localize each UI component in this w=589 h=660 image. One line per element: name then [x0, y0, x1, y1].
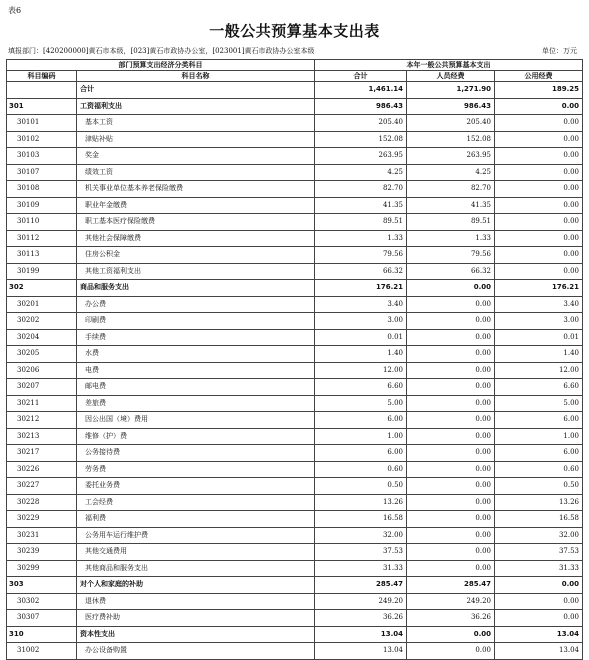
table-row	[7, 181, 583, 198]
row-public-cell: 3.40	[495, 296, 583, 313]
row-public-cell: 0.00	[495, 247, 583, 264]
table-row	[7, 643, 583, 660]
row-name-cell: 福利费	[77, 511, 315, 528]
row-name-cell: 津贴补贴	[77, 131, 315, 148]
row-public-cell: 6.00	[495, 412, 583, 429]
row-total-cell: 12.00	[315, 362, 407, 379]
row-name-cell: 对个人和家庭的补助	[77, 577, 315, 594]
row-name-cell: 退休费	[77, 593, 315, 610]
row-total-cell: 1.33	[315, 230, 407, 247]
row-total-cell: 152.08	[315, 131, 407, 148]
row-personnel-cell: 0.00	[407, 362, 495, 379]
row-public-cell: 0.01	[495, 329, 583, 346]
row-code-cell: 31002	[7, 643, 77, 660]
table-row	[7, 247, 583, 264]
row-code-cell: 30302	[7, 593, 77, 610]
row-personnel-cell: 1,271.90	[407, 82, 495, 99]
row-personnel-cell: 0.00	[407, 445, 495, 462]
row-personnel-cell: 0.00	[407, 544, 495, 561]
table-row	[7, 82, 583, 99]
row-total-cell: 13.26	[315, 494, 407, 511]
table-row	[7, 131, 583, 148]
row-name-cell: 基本工资	[77, 115, 315, 132]
table-row	[7, 280, 583, 297]
row-total-cell: 986.43	[315, 98, 407, 115]
row-public-cell: 12.00	[495, 362, 583, 379]
row-total-cell: 6.00	[315, 445, 407, 462]
column-header-public: 公用经费	[495, 71, 583, 82]
row-public-cell: 0.00	[495, 98, 583, 115]
row-name-cell: 其他交通费用	[77, 544, 315, 561]
row-public-cell: 1.00	[495, 428, 583, 445]
row-public-cell: 0.00	[495, 197, 583, 214]
row-code-cell: 30101	[7, 115, 77, 132]
row-public-cell: 0.00	[495, 263, 583, 280]
row-name-cell: 办公设备购置	[77, 643, 315, 660]
row-public-cell: 5.00	[495, 395, 583, 412]
row-public-cell: 189.25	[495, 82, 583, 99]
row-code-cell: 301	[7, 98, 77, 115]
row-code-cell: 30102	[7, 131, 77, 148]
row-name-cell: 水费	[77, 346, 315, 363]
row-name-cell: 资本性支出	[77, 626, 315, 643]
row-total-cell: 13.04	[315, 643, 407, 660]
table-row	[7, 428, 583, 445]
table-row	[7, 263, 583, 280]
group-header-classification: 部门预算支出经济分类科目	[7, 60, 315, 71]
table-row	[7, 461, 583, 478]
row-total-cell: 66.32	[315, 263, 407, 280]
row-code-cell: 30103	[7, 148, 77, 165]
row-total-cell: 6.00	[315, 412, 407, 429]
row-name-cell: 住房公积金	[77, 247, 315, 264]
row-name-cell: 印刷费	[77, 313, 315, 330]
row-public-cell: 176.21	[495, 280, 583, 297]
row-code-cell: 30107	[7, 164, 77, 181]
row-code-cell: 30226	[7, 461, 77, 478]
table-row	[7, 577, 583, 594]
table-row	[7, 412, 583, 429]
row-public-cell: 0.00	[495, 214, 583, 231]
row-public-cell: 0.00	[495, 164, 583, 181]
row-name-cell: 职业年金缴费	[77, 197, 315, 214]
row-total-cell: 4.25	[315, 164, 407, 181]
row-personnel-cell: 79.56	[407, 247, 495, 264]
row-name-cell: 商品和服务支出	[77, 280, 315, 297]
row-name-cell: 委托业务费	[77, 478, 315, 495]
row-total-cell: 37.53	[315, 544, 407, 561]
row-code-cell: 30201	[7, 296, 77, 313]
row-personnel-cell: 263.95	[407, 148, 495, 165]
row-name-cell: 办公费	[77, 296, 315, 313]
table-row	[7, 214, 583, 231]
row-personnel-cell: 0.00	[407, 560, 495, 577]
row-public-cell: 0.60	[495, 461, 583, 478]
row-name-cell: 其他社会保障缴费	[77, 230, 315, 247]
row-code-cell: 30206	[7, 362, 77, 379]
row-code-cell: 30199	[7, 263, 77, 280]
row-public-cell: 13.04	[495, 626, 583, 643]
row-total-cell: 3.00	[315, 313, 407, 330]
row-code-cell: 30212	[7, 412, 77, 429]
row-personnel-cell: 0.00	[407, 461, 495, 478]
table-row	[7, 544, 583, 561]
row-personnel-cell: 4.25	[407, 164, 495, 181]
row-name-cell: 电费	[77, 362, 315, 379]
row-name-cell: 职工基本医疗保险缴费	[77, 214, 315, 231]
table-row	[7, 230, 583, 247]
table-row	[7, 395, 583, 412]
row-total-cell: 32.00	[315, 527, 407, 544]
row-public-cell: 6.60	[495, 379, 583, 396]
row-total-cell: 0.50	[315, 478, 407, 495]
table-row	[7, 329, 583, 346]
row-personnel-cell: 0.00	[407, 379, 495, 396]
row-code-cell: 30217	[7, 445, 77, 462]
row-name-cell: 合计	[77, 82, 315, 99]
row-public-cell: 0.00	[495, 131, 583, 148]
row-code-cell: 30211	[7, 395, 77, 412]
row-personnel-cell: 0.00	[407, 329, 495, 346]
row-personnel-cell: 986.43	[407, 98, 495, 115]
row-total-cell: 249.20	[315, 593, 407, 610]
table-row	[7, 197, 583, 214]
row-name-cell: 公务用车运行维护费	[77, 527, 315, 544]
row-total-cell: 79.56	[315, 247, 407, 264]
row-total-cell: 1.00	[315, 428, 407, 445]
row-total-cell: 176.21	[315, 280, 407, 297]
row-name-cell: 工会经费	[77, 494, 315, 511]
row-personnel-cell: 89.51	[407, 214, 495, 231]
row-code-cell: 30239	[7, 544, 77, 561]
table-row	[7, 511, 583, 528]
table-row	[7, 527, 583, 544]
row-total-cell: 205.40	[315, 115, 407, 132]
row-personnel-cell: 0.00	[407, 494, 495, 511]
row-name-cell: 差旅费	[77, 395, 315, 412]
column-header-code: 科目编码	[7, 71, 77, 82]
row-personnel-cell: 0.00	[407, 412, 495, 429]
table-row	[7, 346, 583, 363]
row-name-cell: 邮电费	[77, 379, 315, 396]
row-code-cell: 30110	[7, 214, 77, 231]
table-row	[7, 593, 583, 610]
row-code-cell: 30228	[7, 494, 77, 511]
row-total-cell: 82.70	[315, 181, 407, 198]
table-row	[7, 626, 583, 643]
row-name-cell: 其他工资福利支出	[77, 263, 315, 280]
row-total-cell: 0.60	[315, 461, 407, 478]
row-name-cell: 公务接待费	[77, 445, 315, 462]
row-total-cell: 16.58	[315, 511, 407, 528]
row-personnel-cell: 0.00	[407, 395, 495, 412]
table-row	[7, 296, 583, 313]
row-total-cell: 13.04	[315, 626, 407, 643]
row-public-cell: 0.00	[495, 577, 583, 594]
row-personnel-cell: 0.00	[407, 511, 495, 528]
column-header-total: 合计	[315, 71, 407, 82]
group-header-expenditure: 本年一般公共预算基本支出	[315, 60, 583, 71]
row-code-cell: 30229	[7, 511, 77, 528]
row-code-cell: 30202	[7, 313, 77, 330]
row-public-cell: 13.26	[495, 494, 583, 511]
row-code-cell: 30113	[7, 247, 77, 264]
table-row	[7, 445, 583, 462]
row-personnel-cell: 66.32	[407, 263, 495, 280]
row-code-cell: 30108	[7, 181, 77, 198]
row-public-cell: 3.00	[495, 313, 583, 330]
table-row	[7, 379, 583, 396]
table-row	[7, 478, 583, 495]
row-code-cell: 30205	[7, 346, 77, 363]
row-total-cell: 1.40	[315, 346, 407, 363]
row-name-cell: 工资福利支出	[77, 98, 315, 115]
row-personnel-cell: 285.47	[407, 577, 495, 594]
row-personnel-cell: 0.00	[407, 346, 495, 363]
row-public-cell: 32.00	[495, 527, 583, 544]
row-personnel-cell: 0.00	[407, 296, 495, 313]
column-header-personnel: 人员经费	[407, 71, 495, 82]
row-public-cell: 37.53	[495, 544, 583, 561]
row-public-cell: 0.00	[495, 230, 583, 247]
row-total-cell: 36.26	[315, 610, 407, 627]
table-row	[7, 148, 583, 165]
row-code-cell: 310	[7, 626, 77, 643]
row-code-cell: 30207	[7, 379, 77, 396]
row-total-cell: 1,461.14	[315, 82, 407, 99]
row-personnel-cell: 0.00	[407, 313, 495, 330]
row-personnel-cell: 0.00	[407, 527, 495, 544]
table-row	[7, 164, 583, 181]
row-personnel-cell: 249.20	[407, 593, 495, 610]
row-total-cell: 263.95	[315, 148, 407, 165]
row-code-cell: 30112	[7, 230, 77, 247]
row-public-cell: 31.33	[495, 560, 583, 577]
row-total-cell: 0.01	[315, 329, 407, 346]
row-code-cell: 30213	[7, 428, 77, 445]
table-number-label: 表6	[8, 6, 22, 15]
row-name-cell: 奖金	[77, 148, 315, 165]
table-row	[7, 362, 583, 379]
row-name-cell: 机关事业单位基本养老保险缴费	[77, 181, 315, 198]
row-code-cell: 30109	[7, 197, 77, 214]
row-code-cell: 302	[7, 280, 77, 297]
row-code-cell: 30307	[7, 610, 77, 627]
table-row	[7, 115, 583, 132]
row-public-cell: 13.04	[495, 643, 583, 660]
row-code-cell: 30231	[7, 527, 77, 544]
row-total-cell: 89.51	[315, 214, 407, 231]
row-code-cell: 30299	[7, 560, 77, 577]
row-public-cell: 6.00	[495, 445, 583, 462]
row-personnel-cell: 41.35	[407, 197, 495, 214]
row-total-cell: 41.35	[315, 197, 407, 214]
row-name-cell: 维修（护）费	[77, 428, 315, 445]
row-public-cell: 0.00	[495, 115, 583, 132]
table-row	[7, 610, 583, 627]
row-personnel-cell: 0.00	[407, 428, 495, 445]
row-public-cell: 0.00	[495, 593, 583, 610]
row-name-cell: 手续费	[77, 329, 315, 346]
row-code-cell: 303	[7, 577, 77, 594]
page-title: 一般公共预算基本支出表	[209, 22, 380, 40]
budget-table	[6, 59, 583, 660]
row-personnel-cell: 82.70	[407, 181, 495, 198]
row-public-cell: 0.00	[495, 610, 583, 627]
row-total-cell: 31.33	[315, 560, 407, 577]
table-row	[7, 98, 583, 115]
row-personnel-cell: 205.40	[407, 115, 495, 132]
row-personnel-cell: 36.26	[407, 610, 495, 627]
table-row	[7, 494, 583, 511]
row-personnel-cell: 0.00	[407, 280, 495, 297]
row-personnel-cell: 0.00	[407, 626, 495, 643]
row-total-cell: 3.40	[315, 296, 407, 313]
row-total-cell: 285.47	[315, 577, 407, 594]
row-name-cell: 其他商品和服务支出	[77, 560, 315, 577]
row-public-cell: 0.00	[495, 181, 583, 198]
table-row	[7, 313, 583, 330]
row-name-cell: 绩效工资	[77, 164, 315, 181]
row-personnel-cell: 1.33	[407, 230, 495, 247]
row-public-cell: 0.00	[495, 148, 583, 165]
row-total-cell: 6.60	[315, 379, 407, 396]
row-code-cell: 30227	[7, 478, 77, 495]
row-code-cell: 30204	[7, 329, 77, 346]
row-name-cell: 医疗费补助	[77, 610, 315, 627]
row-name-cell: 劳务费	[77, 461, 315, 478]
unit-label: 单位：万元	[542, 47, 577, 55]
row-total-cell: 5.00	[315, 395, 407, 412]
row-public-cell: 16.58	[495, 511, 583, 528]
row-personnel-cell: 152.08	[407, 131, 495, 148]
table-row	[7, 560, 583, 577]
row-personnel-cell: 0.00	[407, 643, 495, 660]
row-public-cell: 1.40	[495, 346, 583, 363]
row-name-cell: 因公出国（境）费用	[77, 412, 315, 429]
row-personnel-cell: 0.00	[407, 478, 495, 495]
filler-department: 填报部门：[420200000]黄石市本级，[023]黄石市政协办公室，[023001]黄石市政协办公室本级	[8, 47, 315, 55]
column-header-name: 科目名称	[77, 71, 315, 82]
row-code-cell	[7, 82, 77, 99]
row-public-cell: 0.50	[495, 478, 583, 495]
